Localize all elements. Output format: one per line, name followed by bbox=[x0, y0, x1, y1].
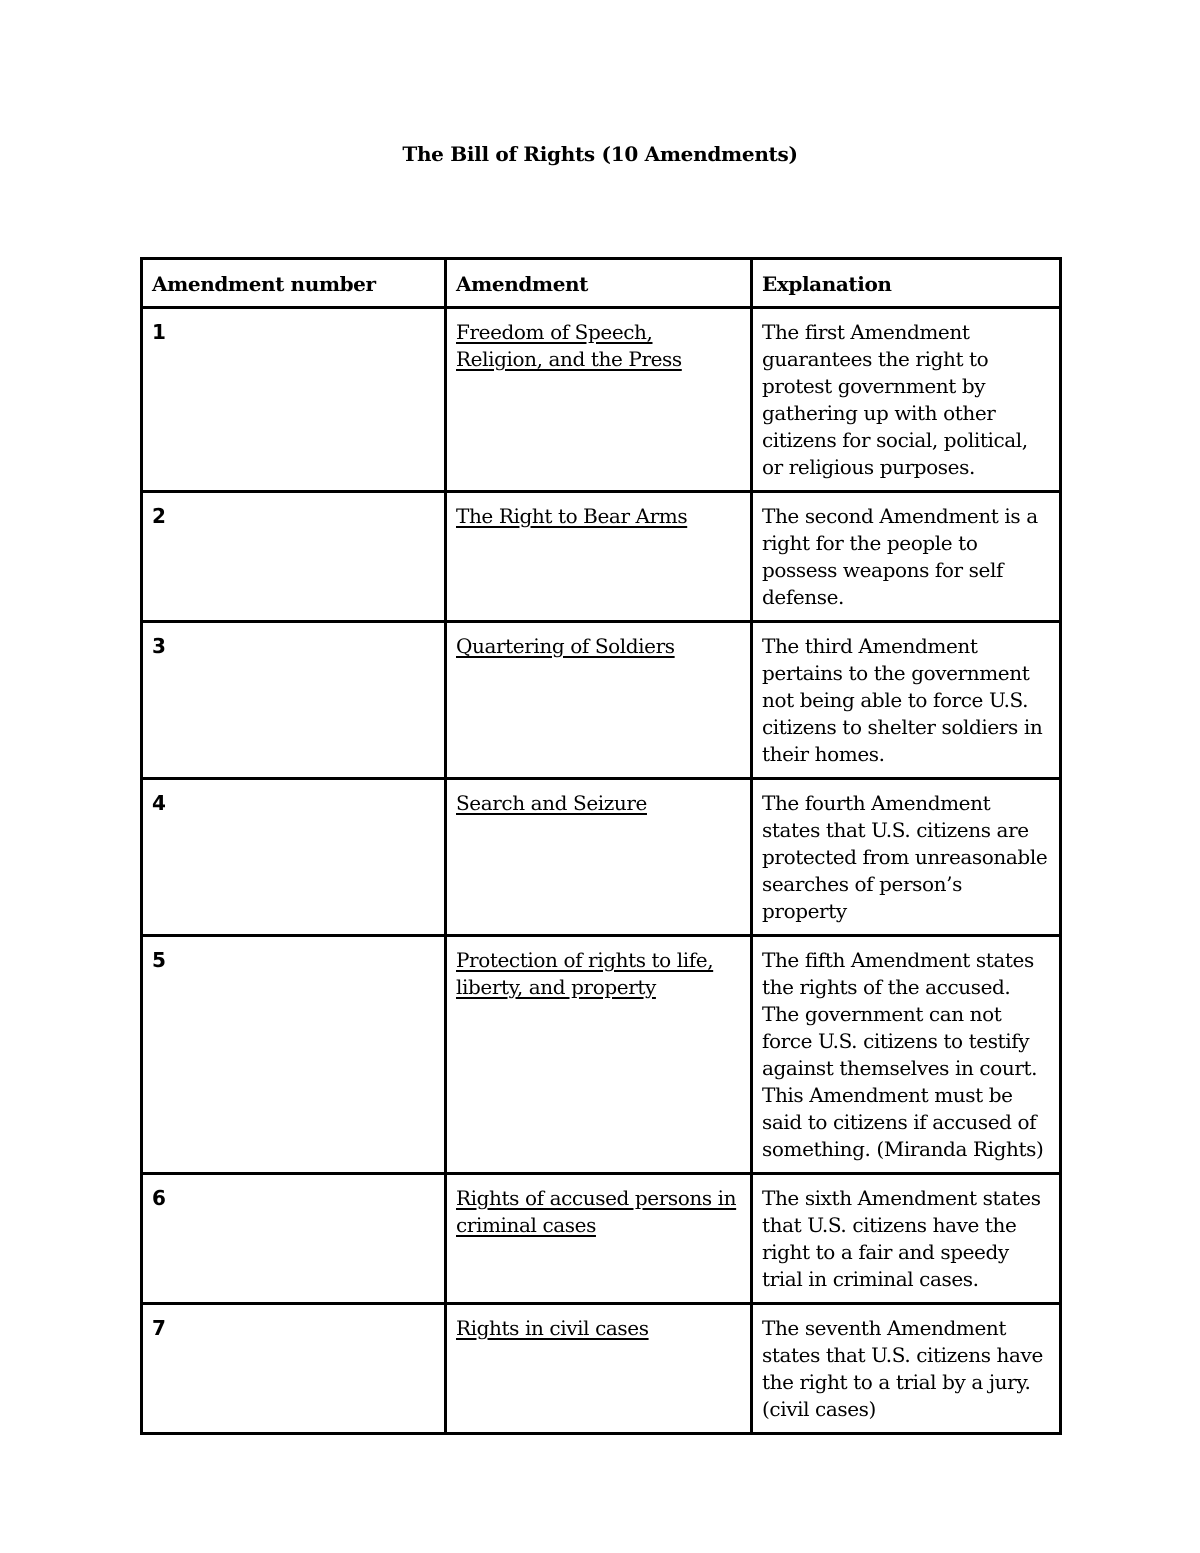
amendment-number-cell: 2 bbox=[142, 492, 446, 622]
amendment-name: Protection of rights to life, liberty, and property bbox=[456, 948, 714, 999]
explanation-cell: The second Amendment is a right for the people to possess weapons for self defense. bbox=[752, 492, 1061, 622]
amendment-name: Freedom of Speech, Religion, and the Press bbox=[456, 320, 682, 371]
amendment-name: Quartering of Soldiers bbox=[456, 634, 675, 658]
explanation-cell: The sixth Amendment states that U.S. citizens have the right to a fair and speedy trial in criminal cases. bbox=[752, 1174, 1061, 1304]
explanation-cell: The fourth Amendment states that U.S. citizens are protected from unreasonable searches of person’s property bbox=[752, 779, 1061, 936]
amendment-name-cell bbox=[446, 1304, 752, 1434]
amendment-number-cell: 7 bbox=[142, 1304, 446, 1434]
table-row bbox=[142, 936, 1061, 1174]
table-row bbox=[142, 1304, 1061, 1434]
amendment-name-cell bbox=[446, 936, 752, 1174]
table-header-row bbox=[142, 259, 1061, 308]
explanation-cell: The third Amendment pertains to the government not being able to force U.S. citizens to shelter soldiers in their homes. bbox=[752, 622, 1061, 779]
amendment-name: The Right to Bear Arms bbox=[456, 504, 688, 528]
amendment-name-cell bbox=[446, 1174, 752, 1304]
header-amendment-number: Amendment number bbox=[142, 259, 446, 308]
amendment-number-cell: 3 bbox=[142, 622, 446, 779]
explanation-cell: The first Amendment guarantees the right to protest government by gathering up with other citizens for social, political, or religious purposes. bbox=[752, 308, 1061, 492]
amendment-name-cell bbox=[446, 622, 752, 779]
amendment-name: Search and Seizure bbox=[456, 791, 647, 815]
amendment-name-cell bbox=[446, 779, 752, 936]
bill-of-rights-table bbox=[140, 257, 1062, 1435]
explanation-cell: The seventh Amendment states that U.S. citizens have the right to a trial by a jury. (civil cases) bbox=[752, 1304, 1061, 1434]
table-row bbox=[142, 308, 1061, 492]
header-amendment: Amendment bbox=[446, 259, 752, 308]
amendment-name-cell bbox=[446, 308, 752, 492]
amendment-name: Rights in civil cases bbox=[456, 1316, 649, 1340]
amendment-number-cell: 4 bbox=[142, 779, 446, 936]
explanation-cell: The fifth Amendment states the rights of the accused. The government can not force U.S. citizens to testify against themselves in court. This Amendment must be said to citizens if accused of something. (Miranda Rights) bbox=[752, 936, 1061, 1174]
table-row bbox=[142, 492, 1061, 622]
amendment-number-cell: 5 bbox=[142, 936, 446, 1174]
amendment-name-cell bbox=[446, 492, 752, 622]
amendment-number-cell: 1 bbox=[142, 308, 446, 492]
table-row bbox=[142, 1174, 1061, 1304]
amendment-number-cell: 6 bbox=[142, 1174, 446, 1304]
table-row bbox=[142, 779, 1061, 936]
amendment-name: Rights of accused persons in criminal cases bbox=[456, 1186, 737, 1237]
header-explanation: Explanation bbox=[752, 259, 1061, 308]
page-title: The Bill of Rights (10 Amendments) bbox=[402, 142, 798, 166]
table-row bbox=[142, 622, 1061, 779]
